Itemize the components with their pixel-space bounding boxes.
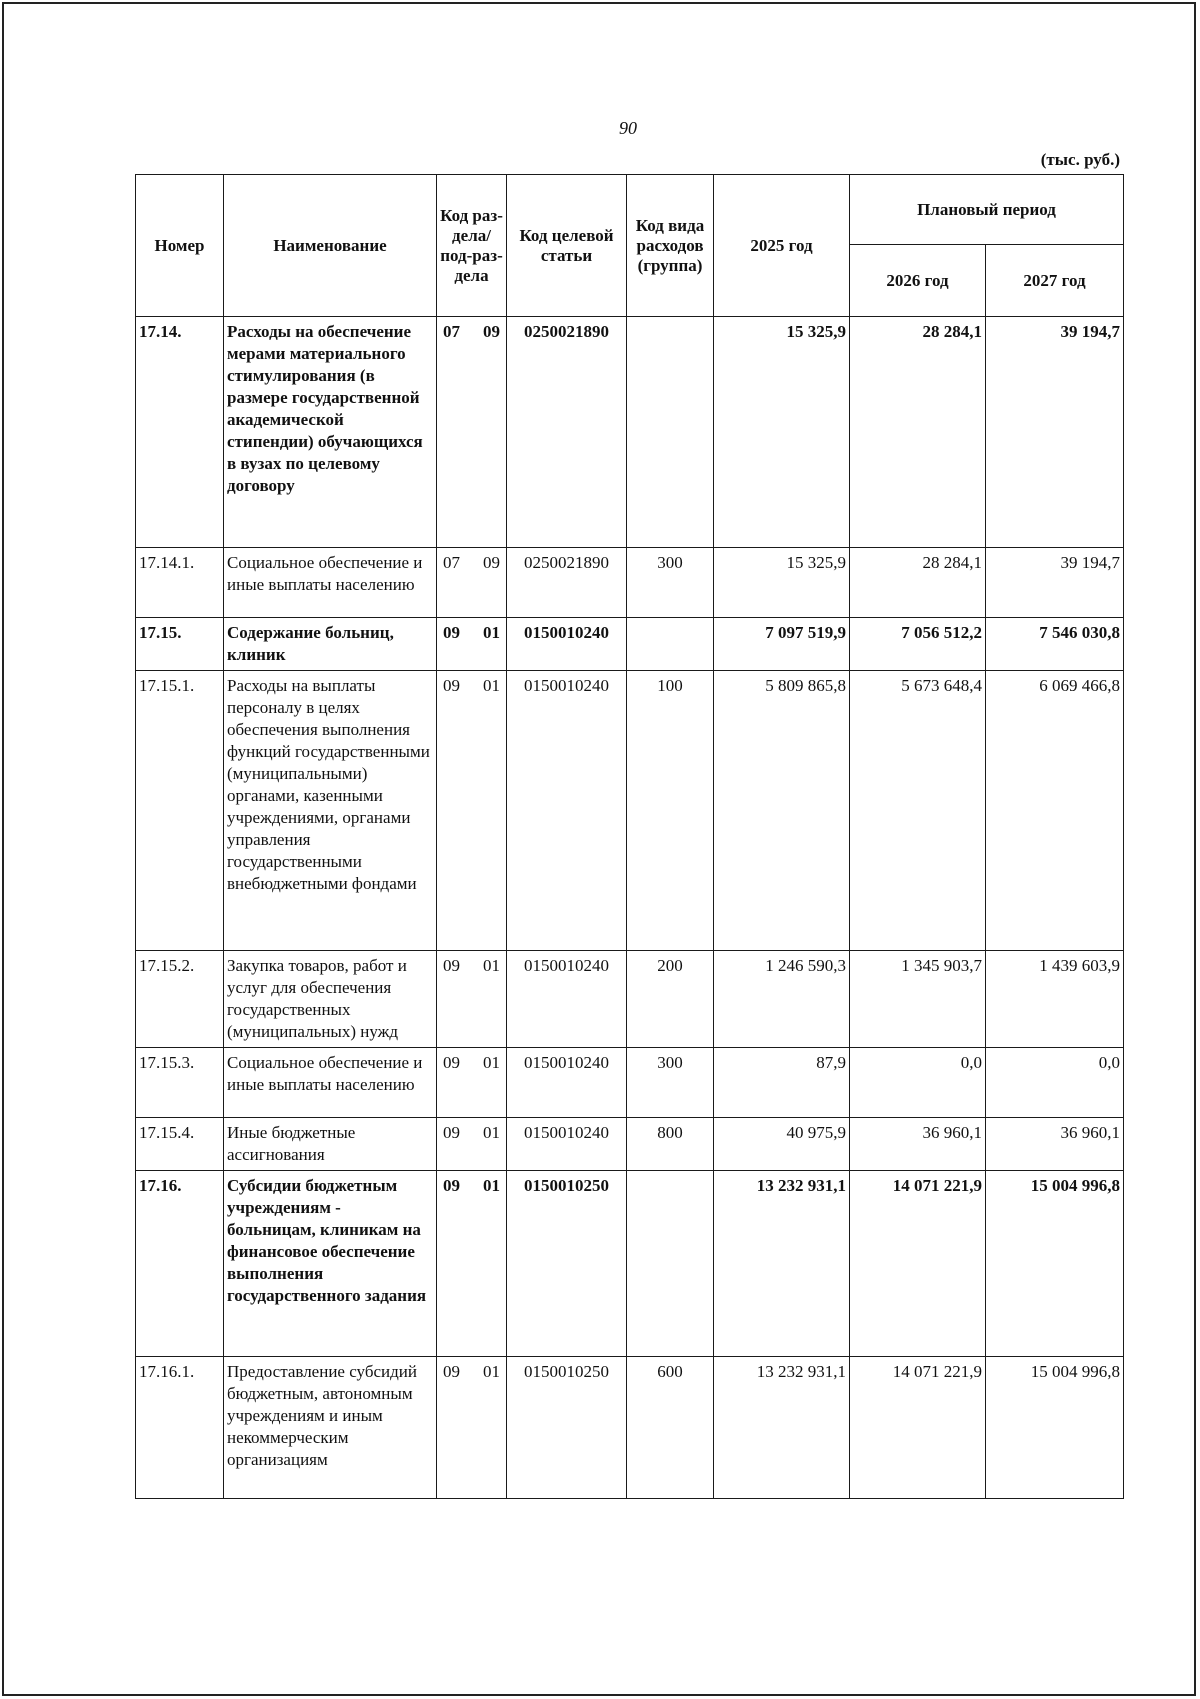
row-amount-2026: 14 071 221,9 (850, 1171, 986, 1357)
row-section-code (437, 1171, 507, 1357)
row-expense-type (627, 1171, 714, 1357)
table-row (136, 1118, 1124, 1171)
row-subsection: 01 (483, 623, 500, 642)
row-subsection: 01 (483, 956, 500, 975)
row-section: 09 (443, 1362, 460, 1381)
row-target-code: 0150010240 (507, 1048, 627, 1118)
row-number: 17.16. (136, 1171, 224, 1357)
row-amount-2027: 15 004 996,8 (986, 1171, 1124, 1357)
row-subsection: 01 (483, 1176, 500, 1195)
row-number: 17.14.1. (136, 548, 224, 618)
row-amount-2026: 7 056 512,2 (850, 618, 986, 671)
row-name: Расходы на обеспечение мерами материального стимулирования (в размере государственной академической стипендии) обучающихся в вузах по целевому договору (224, 317, 437, 548)
row-section-code (437, 1118, 507, 1171)
row-amount-2026: 5 673 648,4 (850, 671, 986, 951)
row-subsection: 01 (483, 1123, 500, 1142)
row-amount-2026: 14 071 221,9 (850, 1357, 986, 1499)
header-plan-period: Плановый период (850, 175, 1124, 245)
row-section-code (437, 618, 507, 671)
row-section: 07 (443, 322, 460, 341)
row-amount-2026: 1 345 903,7 (850, 951, 986, 1048)
page-number: 90 (619, 118, 637, 138)
table-row (136, 1357, 1124, 1499)
row-section-code (437, 671, 507, 951)
row-subsection: 01 (483, 1362, 500, 1381)
row-amount-2025: 7 097 519,9 (714, 618, 850, 671)
row-amount-2027: 39 194,7 (986, 317, 1124, 548)
row-section-code (437, 548, 507, 618)
table-row (136, 1048, 1124, 1118)
row-amount-2025: 13 232 931,1 (714, 1357, 850, 1499)
row-number: 17.16.1. (136, 1357, 224, 1499)
row-amount-2026: 28 284,1 (850, 548, 986, 618)
row-amount-2025: 1 246 590,3 (714, 951, 850, 1048)
row-expense-type: 300 (627, 1048, 714, 1118)
row-name: Закупка товаров, работ и услуг для обеспечения государственных (муниципальных) нужд (224, 951, 437, 1048)
header-target: Код целевой статьи (507, 175, 627, 317)
row-name: Расходы на выплаты персоналу в целях обеспечения выполнения функций государственными (муниципальными) органами, казенными учреждениями, органами управления государственными внебюджетными фондами (224, 671, 437, 951)
row-amount-2027: 1 439 603,9 (986, 951, 1124, 1048)
table-row (136, 951, 1124, 1048)
header-year-2027: 2027 год (986, 245, 1124, 317)
header-year-2025: 2025 год (714, 175, 850, 317)
row-section: 09 (443, 1053, 460, 1072)
row-amount-2027: 15 004 996,8 (986, 1357, 1124, 1499)
row-expense-type: 800 (627, 1118, 714, 1171)
row-amount-2027: 7 546 030,8 (986, 618, 1124, 671)
row-amount-2027: 36 960,1 (986, 1118, 1124, 1171)
row-name: Социальное обеспечение и иные выплаты населению (224, 548, 437, 618)
row-name: Иные бюджетные ассигнования (224, 1118, 437, 1171)
row-section-code (437, 1357, 507, 1499)
row-section-code (437, 951, 507, 1048)
table-row (136, 671, 1124, 951)
row-target-code: 0250021890 (507, 548, 627, 618)
row-amount-2025: 40 975,9 (714, 1118, 850, 1171)
table-row (136, 548, 1124, 618)
row-expense-type: 100 (627, 671, 714, 951)
row-section: 09 (443, 623, 460, 642)
row-target-code: 0150010240 (507, 1118, 627, 1171)
row-section: 09 (443, 1123, 460, 1142)
row-section: 07 (443, 553, 460, 572)
row-expense-type (627, 317, 714, 548)
header-section: Код раз-дела/ под-раз-дела (437, 175, 507, 317)
row-section: 09 (443, 1176, 460, 1195)
row-section-code (437, 1048, 507, 1118)
table-row (136, 317, 1124, 548)
row-subsection: 01 (483, 1053, 500, 1072)
row-number: 17.14. (136, 317, 224, 548)
row-target-code: 0150010250 (507, 1357, 627, 1499)
row-target-code: 0150010240 (507, 671, 627, 951)
table-row (136, 1171, 1124, 1357)
table-body (136, 317, 1124, 1499)
row-amount-2025: 13 232 931,1 (714, 1171, 850, 1357)
row-name: Субсидии бюджетным учреждениям - больницам, клиникам на финансовое обеспечение выполнения государственного задания (224, 1171, 437, 1357)
row-section: 09 (443, 956, 460, 975)
row-name: Предоставление субсидий бюджетным, автономным учреждениям и иным некоммерческим организациям (224, 1357, 437, 1499)
header-expense-type: Код вида расходов (группа) (627, 175, 714, 317)
row-amount-2025: 15 325,9 (714, 317, 850, 548)
row-subsection: 09 (483, 322, 500, 341)
row-amount-2027: 0,0 (986, 1048, 1124, 1118)
row-amount-2025: 87,9 (714, 1048, 850, 1118)
row-amount-2026: 36 960,1 (850, 1118, 986, 1171)
row-amount-2027: 39 194,7 (986, 548, 1124, 618)
row-number: 17.15.4. (136, 1118, 224, 1171)
row-expense-type: 600 (627, 1357, 714, 1499)
row-expense-type: 200 (627, 951, 714, 1048)
row-amount-2027: 6 069 466,8 (986, 671, 1124, 951)
row-target-code: 0150010240 (507, 951, 627, 1048)
row-number: 17.15. (136, 618, 224, 671)
row-target-code: 0150010240 (507, 618, 627, 671)
row-subsection: 01 (483, 676, 500, 695)
row-subsection: 09 (483, 553, 500, 572)
row-name: Социальное обеспечение и иные выплаты населению (224, 1048, 437, 1118)
header-year-2026: 2026 год (850, 245, 986, 317)
row-name: Содержание больниц, клиник (224, 618, 437, 671)
header-number: Номер (136, 175, 224, 317)
table-row (136, 618, 1124, 671)
row-number: 17.15.3. (136, 1048, 224, 1118)
header-name: Наименование (224, 175, 437, 317)
row-amount-2026: 0,0 (850, 1048, 986, 1118)
row-number: 17.15.1. (136, 671, 224, 951)
row-target-code: 0150010250 (507, 1171, 627, 1357)
row-number: 17.15.2. (136, 951, 224, 1048)
row-amount-2026: 28 284,1 (850, 317, 986, 548)
row-amount-2025: 5 809 865,8 (714, 671, 850, 951)
row-section: 09 (443, 676, 460, 695)
row-section-code (437, 317, 507, 548)
row-target-code: 0250021890 (507, 317, 627, 548)
budget-table (135, 174, 1124, 1499)
row-expense-type: 300 (627, 548, 714, 618)
row-amount-2025: 15 325,9 (714, 548, 850, 618)
row-expense-type (627, 618, 714, 671)
units-label: (тыс. руб.) (1040, 150, 1120, 169)
